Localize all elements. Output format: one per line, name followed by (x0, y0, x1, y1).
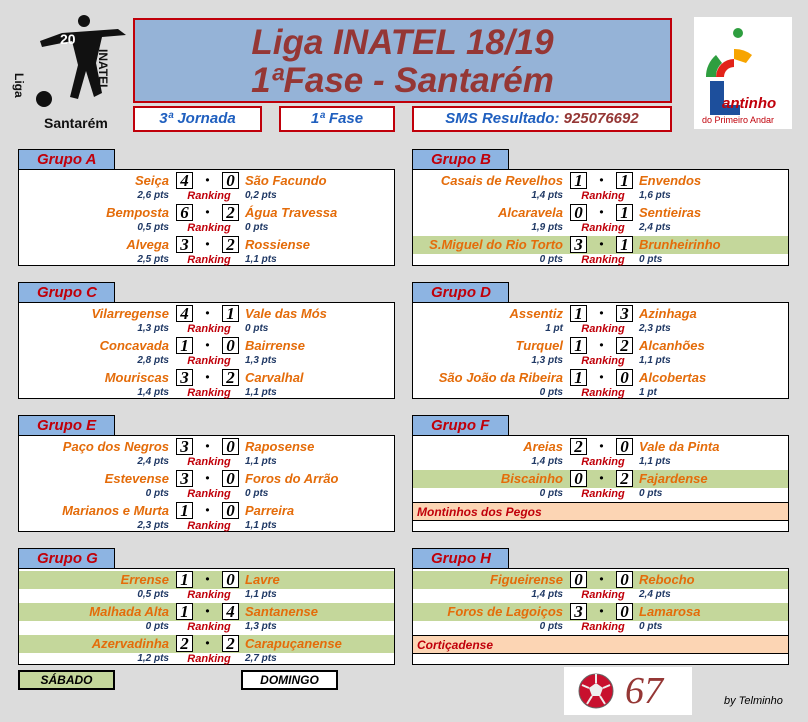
home-score: 3 (570, 603, 587, 620)
score-separator: • (205, 572, 210, 586)
home-points: 2,8 pts (137, 355, 169, 366)
away-points: 0 pts (639, 254, 663, 265)
home-points: 1,9 pts (531, 222, 563, 233)
away-points: 1,3 pts (245, 355, 277, 366)
away-score: 0 (222, 470, 239, 487)
liga-inatel-logo (12, 13, 132, 131)
home-score: 1 (570, 337, 587, 354)
home-score: 6 (176, 204, 193, 221)
away-points: 1,1 pts (245, 254, 277, 265)
away-points: 0 pts (245, 488, 269, 499)
score-separator: • (599, 572, 604, 586)
away-team: Santanense (245, 604, 318, 619)
away-points: 1,1 pts (245, 456, 277, 467)
ranking-label[interactable]: Ranking (187, 488, 231, 500)
home-score: 1 (570, 172, 587, 189)
ranking-label[interactable]: Ranking (187, 520, 231, 532)
score-separator: • (599, 338, 604, 352)
home-points: 0 pts (539, 621, 563, 632)
score-separator: • (205, 370, 210, 384)
home-team: Seiça (135, 173, 169, 188)
ranking-label[interactable]: Ranking (187, 387, 231, 399)
score-separator: • (599, 471, 604, 485)
home-score: 0 (570, 204, 587, 221)
away-team: Alcanhões (639, 338, 705, 353)
home-points: 0 pts (539, 254, 563, 265)
away-score: 0 (616, 571, 633, 588)
home-score: 1 (570, 369, 587, 386)
home-points: 0,5 pts (137, 222, 169, 233)
group-tab-grupo-g[interactable]: Grupo G (18, 548, 115, 568)
jornada-box (133, 106, 262, 132)
fase-label: 1ª Fase (310, 110, 364, 127)
home-team: Alvega (126, 237, 169, 252)
home-team: Marianos e Murta (62, 503, 169, 518)
logo-word-inatel: INATEL (96, 49, 110, 92)
fase-box (279, 106, 395, 132)
score-separator: • (599, 604, 604, 618)
away-score: 2 (616, 470, 633, 487)
author-credit: by Telminho (724, 695, 783, 707)
score-separator: • (205, 205, 210, 219)
away-team: Azinhaga (639, 306, 697, 321)
home-points: 2,5 pts (137, 254, 169, 265)
sunday-button[interactable]: DOMINGO (241, 670, 338, 690)
home-team: Errense (120, 572, 169, 587)
score-separator: • (205, 173, 210, 187)
score-separator: • (205, 306, 210, 320)
score-separator: • (205, 471, 210, 485)
group-panel-grupo-h (412, 568, 789, 665)
away-points: 0 pts (639, 488, 663, 499)
home-team: Assentiz (509, 306, 563, 321)
home-points: 0 pts (539, 488, 563, 499)
home-team: Turquel (515, 338, 563, 353)
home-score: 3 (176, 369, 193, 386)
home-team: Casais de Revelhos (440, 173, 563, 188)
score-separator: • (205, 439, 210, 453)
away-team: Fajardense (639, 471, 708, 486)
group-panel-grupo-g (18, 568, 395, 665)
home-score: 3 (570, 236, 587, 253)
away-score: 2 (222, 369, 239, 386)
away-points: 1,1 pts (639, 456, 671, 467)
home-team: Figueirense (490, 572, 563, 587)
home-team: Foros de Lagoiços (447, 604, 563, 619)
home-score: 3 (176, 236, 193, 253)
ranking-label[interactable]: Ranking (187, 621, 231, 633)
home-team: Estevense (104, 471, 169, 486)
away-points: 2,4 pts (639, 589, 671, 600)
away-score: 0 (222, 438, 239, 455)
ranking-label[interactable]: Ranking (581, 621, 625, 633)
score-separator: • (205, 636, 210, 650)
home-team: S.Miguel do Rio Torto (429, 237, 563, 252)
home-team: Biscainho (500, 471, 563, 486)
away-team: Brunheirinho (639, 237, 721, 252)
home-points: 2,4 pts (137, 456, 169, 467)
title-box (133, 18, 672, 103)
away-team: Bairrense (245, 338, 305, 353)
away-points: 0 pts (245, 323, 269, 334)
group-panel-grupo-a (18, 169, 395, 266)
score-separator: • (599, 370, 604, 384)
home-points: 1,3 pts (531, 355, 563, 366)
home-score: 1 (570, 305, 587, 322)
home-team: Paço dos Negros (62, 439, 169, 454)
logo-city: Santarém (44, 115, 108, 131)
score-separator: • (599, 237, 604, 251)
ranking-label[interactable]: Ranking (581, 387, 625, 399)
home-score: 1 (176, 603, 193, 620)
away-points: 2,7 pts (245, 653, 277, 664)
group-tab-grupo-f[interactable]: Grupo F (412, 415, 509, 435)
ranking-label[interactable]: Ranking (581, 190, 625, 202)
away-score: 0 (222, 571, 239, 588)
home-points: 1,4 pts (137, 387, 169, 398)
home-points: 2,3 pts (137, 520, 169, 531)
away-points: 1,1 pts (245, 589, 277, 600)
ranking-label[interactable]: Ranking (581, 488, 625, 500)
home-points: 2,6 pts (137, 190, 169, 201)
logo-number: 20 (60, 31, 76, 47)
away-team: Água Travessa (245, 205, 338, 220)
home-score: 2 (570, 438, 587, 455)
home-team: Bemposta (106, 205, 169, 220)
group-panel-grupo-e (18, 435, 395, 532)
home-points: 0,5 pts (137, 589, 169, 600)
logo-brand: antinho (722, 95, 777, 112)
ranking-label[interactable]: Ranking (187, 355, 231, 367)
away-team: Lavre (245, 572, 280, 587)
away-team: São Facundo (245, 173, 327, 188)
home-score: 3 (176, 438, 193, 455)
home-team: Azervadinha (91, 636, 169, 651)
away-score: 0 (222, 337, 239, 354)
group-panel-grupo-d (412, 302, 789, 399)
page-title: Liga INATEL 18/19 (251, 23, 554, 62)
away-points: 1,3 pts (245, 621, 277, 632)
score-separator: • (599, 306, 604, 320)
away-team: Rebocho (639, 572, 695, 587)
away-score: 0 (222, 172, 239, 189)
home-points: 1,4 pts (531, 190, 563, 201)
sms-label: SMS Resultado: (445, 110, 560, 127)
group-panel-grupo-f (412, 435, 789, 532)
away-points: 2,4 pts (639, 222, 671, 233)
away-points: 1,1 pts (639, 355, 671, 366)
away-score: 1 (222, 305, 239, 322)
group-tab-grupo-a[interactable]: Grupo A (18, 149, 115, 169)
home-team: Mouriscas (104, 370, 169, 385)
group-tab-grupo-c[interactable]: Grupo C (18, 282, 115, 302)
home-score: 1 (176, 502, 193, 519)
away-points: 1,1 pts (245, 520, 277, 531)
ranking-label[interactable]: Ranking (187, 589, 231, 601)
away-team: Carvalhal (245, 370, 304, 385)
away-score: 0 (616, 369, 633, 386)
bye-team: Cortiçadense (413, 635, 788, 654)
home-score: 3 (176, 470, 193, 487)
home-points: 1,3 pts (137, 323, 169, 334)
score-separator: • (205, 338, 210, 352)
away-team: Sentieiras (639, 205, 702, 220)
home-team: Malhada Alta (89, 604, 169, 619)
ranking-label[interactable]: Ranking (187, 323, 231, 335)
home-points: 0 pts (145, 488, 169, 499)
home-points: 1,4 pts (531, 456, 563, 467)
logo-sub: do Primeiro Andar (702, 115, 775, 125)
group-panel-grupo-b (412, 169, 789, 266)
logo-word-liga: Liga (12, 73, 26, 98)
ranking-label[interactable]: Ranking (581, 254, 625, 266)
score-separator: • (599, 439, 604, 453)
home-team: Alcaravela (497, 205, 563, 220)
home-score: 4 (176, 305, 193, 322)
away-team: Vale da Pinta (639, 439, 720, 454)
home-team: Vilarregense (91, 306, 169, 321)
away-score: 1 (616, 236, 633, 253)
home-score: 4 (176, 172, 193, 189)
away-score: 3 (616, 305, 633, 322)
score-separator: • (205, 237, 210, 251)
away-points: 0 pts (245, 222, 269, 233)
away-score: 2 (222, 204, 239, 221)
ranking-label[interactable]: Ranking (581, 589, 625, 601)
home-team: São João da Ribeira (438, 370, 563, 385)
away-team: Parreira (245, 503, 295, 518)
group-tab-grupo-b[interactable]: Grupo B (412, 149, 509, 169)
home-team: Areias (523, 439, 563, 454)
ranking-label[interactable]: Ranking (187, 653, 231, 665)
counter-value: 67 (625, 670, 663, 712)
away-points: 1 pt (639, 387, 657, 398)
ranking-label[interactable]: Ranking (187, 254, 231, 266)
group-tab-grupo-d[interactable]: Grupo D (412, 282, 509, 302)
ranking-label[interactable]: Ranking (581, 222, 625, 234)
ranking-label[interactable]: Ranking (581, 323, 625, 335)
home-score: 1 (176, 571, 193, 588)
away-team: Foros do Arrão (245, 471, 339, 486)
cantinho-logo (694, 17, 792, 129)
away-team: Envendos (639, 173, 702, 188)
ranking-label[interactable]: Ranking (187, 190, 231, 202)
home-team: Concavada (99, 338, 169, 353)
away-team: Raposense (245, 439, 315, 454)
away-score: 2 (222, 635, 239, 652)
home-points: 1 pt (545, 323, 563, 334)
score-separator: • (599, 173, 604, 187)
away-score: 1 (616, 172, 633, 189)
ranking-label[interactable]: Ranking (187, 456, 231, 468)
saturday-button[interactable]: SÁBADO (18, 670, 115, 690)
ranking-label[interactable]: Ranking (581, 456, 625, 468)
score-separator: • (205, 503, 210, 517)
home-points: 0 pts (539, 387, 563, 398)
away-score: 1 (616, 204, 633, 221)
home-score: 0 (570, 470, 587, 487)
away-points: 1,1 pts (245, 387, 277, 398)
away-score: 0 (222, 502, 239, 519)
away-points: 0 pts (639, 621, 663, 632)
group-tab-grupo-h[interactable]: Grupo H (412, 548, 509, 568)
away-points: 2,3 pts (639, 323, 671, 334)
group-tab-grupo-e[interactable]: Grupo E (18, 415, 115, 435)
away-score: 2 (616, 337, 633, 354)
page-subtitle: 1ªFase - Santarém (251, 61, 554, 100)
away-team: Lamarosa (639, 604, 701, 619)
sms-number: 925076692 (563, 110, 639, 127)
home-score: 2 (176, 635, 193, 652)
away-score: 2 (222, 236, 239, 253)
away-team: Rossiense (245, 237, 311, 252)
home-points: 0 pts (145, 621, 169, 632)
score-separator: • (599, 205, 604, 219)
home-score: 0 (570, 571, 587, 588)
home-points: 1,4 pts (531, 589, 563, 600)
home-points: 1,2 pts (137, 653, 169, 664)
away-score: 4 (222, 603, 239, 620)
sms-box (412, 106, 672, 132)
ranking-label[interactable]: Ranking (581, 355, 625, 367)
ranking-label[interactable]: Ranking (187, 222, 231, 234)
away-team: Carapuçanense (245, 636, 342, 651)
jornada-label: 3ª Jornada (159, 110, 236, 127)
away-team: Vale das Mós (245, 306, 327, 321)
away-score: 0 (616, 603, 633, 620)
bye-team: Montinhos dos Pegos (413, 502, 788, 521)
soccer-ball-icon (576, 671, 616, 711)
home-score: 1 (176, 337, 193, 354)
away-points: 0,2 pts (245, 190, 277, 201)
away-score: 0 (616, 438, 633, 455)
away-points: 1,6 pts (639, 190, 671, 201)
score-separator: • (205, 604, 210, 618)
away-team: Alcobertas (639, 370, 707, 385)
group-panel-grupo-c (18, 302, 395, 399)
